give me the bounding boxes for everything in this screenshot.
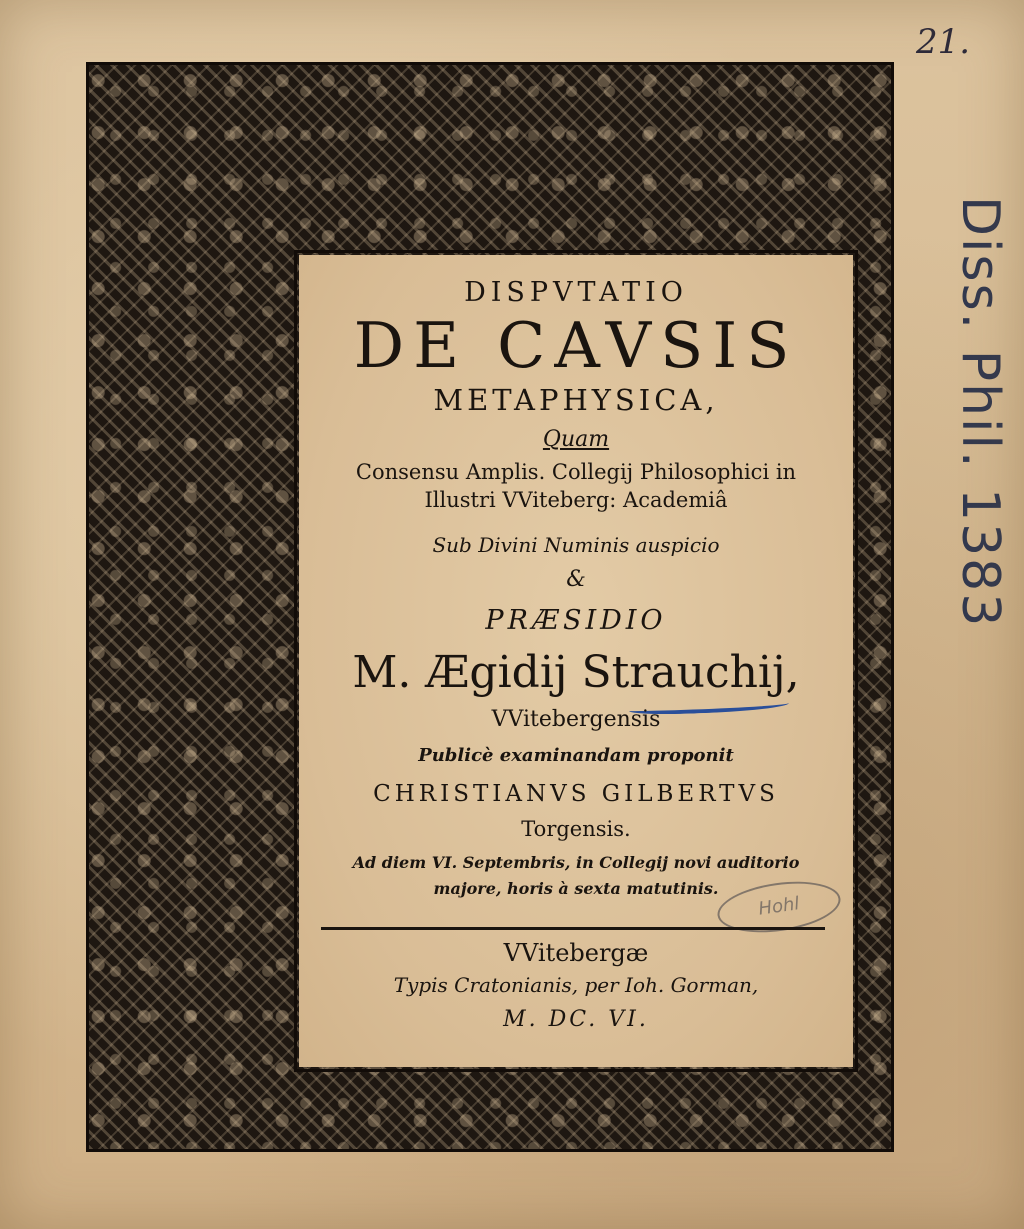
text-praeses-origin: VVitebergensis <box>491 707 661 732</box>
text-praeses-name: M. Ægidij Strauchij, <box>352 647 800 698</box>
imprint-printer: Typis Cratonianis, per Ioh. Gorman, <box>393 973 759 997</box>
imprint-place: VVitebergæ <box>503 939 649 967</box>
text-ad-diem: Ad diem VI. Septembris, in Collegij novi auditorio <box>352 853 800 872</box>
text-ampersand: & <box>566 567 586 592</box>
shelfmark-annotation: Diss. Phil. 1383 <box>950 196 1010 629</box>
woodcut-border-frame <box>86 62 894 1152</box>
text-respondent-name: CHRISTIANVS GILBERTVS <box>373 781 779 807</box>
heading-de-causis: DE CAVSIS <box>353 309 799 382</box>
text-praesidio: PRÆSIDIO <box>485 605 667 636</box>
library-stamp: Hohl <box>714 875 843 940</box>
text-majore: majore, horis à sexta matutinis. <box>433 879 719 898</box>
text-consensu: Consensu Amplis. Collegij Philosophici in <box>355 460 797 484</box>
text-illustri: Illustri VViteberg: Academiâ <box>424 488 728 512</box>
text-respondent-origin: Torgensis. <box>521 817 631 841</box>
folio-number: 21. <box>916 22 971 62</box>
text-publice: Publicè examinandam proponit <box>418 745 734 766</box>
heading-disputatio: DISPVTATIO <box>464 277 688 308</box>
title-text-panel <box>299 255 853 1067</box>
text-sub-divini: Sub Divini Numinis auspicio <box>432 533 720 557</box>
heading-metaphysica: METAPHYSICA, <box>433 383 719 417</box>
imprint-year: M. DC. VI. <box>503 1007 649 1032</box>
text-quam: Quam <box>542 427 610 452</box>
imprint-divider-rule <box>321 927 825 930</box>
